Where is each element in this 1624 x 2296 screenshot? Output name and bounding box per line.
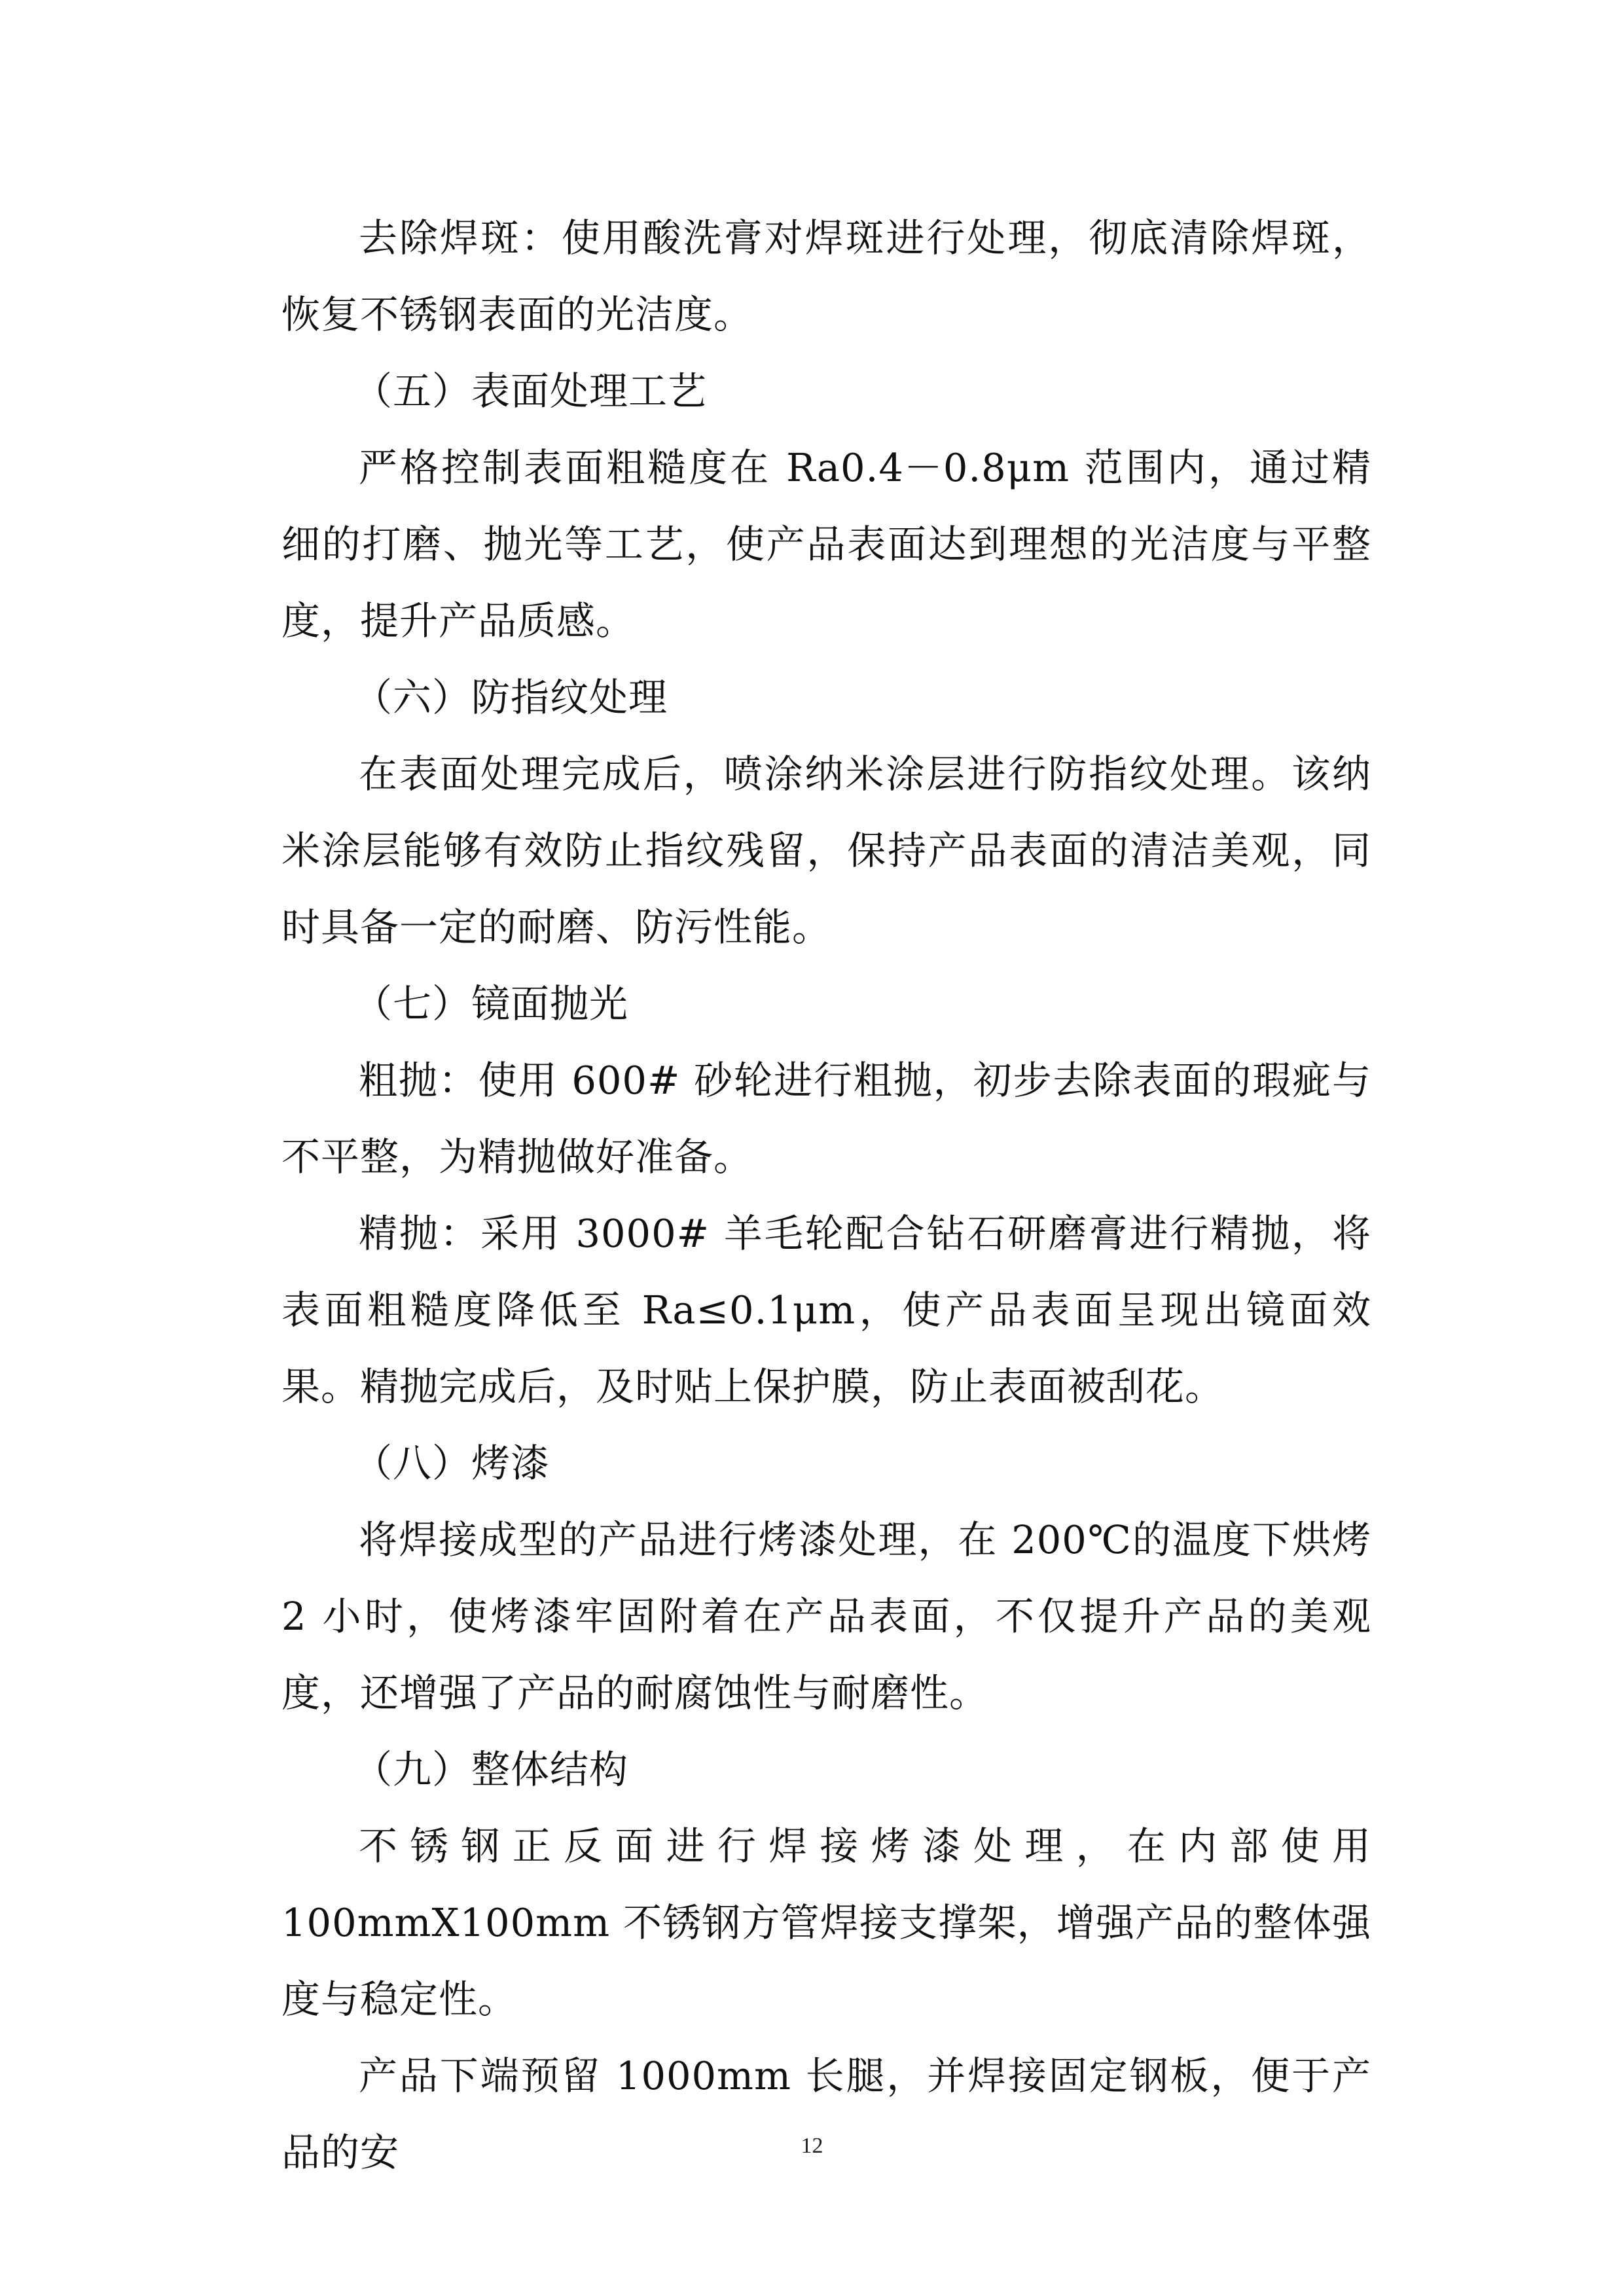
paragraph-legs: 产品下端预留 1000mm 长腿，并焊接固定钢板，便于产品的安 [281,2053,1371,2175]
section-heading-6: （六）防指纹处理 [353,675,668,720]
paragraph-anti-fingerprint: 在表面处理完成后，喷涂纳米涂层进行防指纹处理。该纳米涂层能够有效防止指纹残留，保持产品表面的清洁美观，同时具备一定的耐磨、防污性能。 [281,751,1371,950]
body-text [281,200,1371,2191]
paragraph-overall-structure: 不锈钢正反面进行焊接烤漆处理，在内部使用 100mmX100mm 不锈钢方管焊接支撑架，增强产品的整体强度与稳定性。 [281,1823,1371,2022]
section-heading-7: （七）镜面抛光 [353,981,629,1026]
section-heading-8: （八）烤漆 [353,1441,550,1486]
paragraph-fine-polish: 精抛：采用 3000# 羊毛轮配合钻石研磨膏进行精抛，将表面粗糙度降低至 Ra≤0.1μm，使产品表面呈现出镜面效果。精抛完成后，及时贴上保护膜，防止表面被刮花。 [281,1211,1371,1409]
section-heading-9: （九）整体结构 [353,1747,629,1792]
paragraph-rough-polish: 粗抛：使用 600# 砂轮进行粗抛，初步去除表面的瑕疵与不平整，为精抛做好准备。 [281,1058,1371,1179]
paragraph-weld-spot-removal: 去除焊斑：使用酸洗膏对焊斑进行处理，彻底清除焊斑，恢复不锈钢表面的光洁度。 [281,215,1371,337]
paragraph-surface-roughness: 严格控制表面粗糙度在 Ra0.4－0.8μm 范围内，通过精细的打磨、抛光等工艺，使产品表面达到理想的光洁度与平整度，提升产品质感。 [281,445,1371,643]
page-number: 12 [801,2134,823,2158]
paragraph-baking-paint: 将焊接成型的产品进行烤漆处理，在 200℃的温度下烘烤 2 小时，使烤漆牢固附着在产品表面，不仅提升产品的美观度，还增强了产品的耐腐蚀性与耐磨性。 [281,1517,1371,1715]
section-heading-5: （五）表面处理工艺 [353,368,708,414]
